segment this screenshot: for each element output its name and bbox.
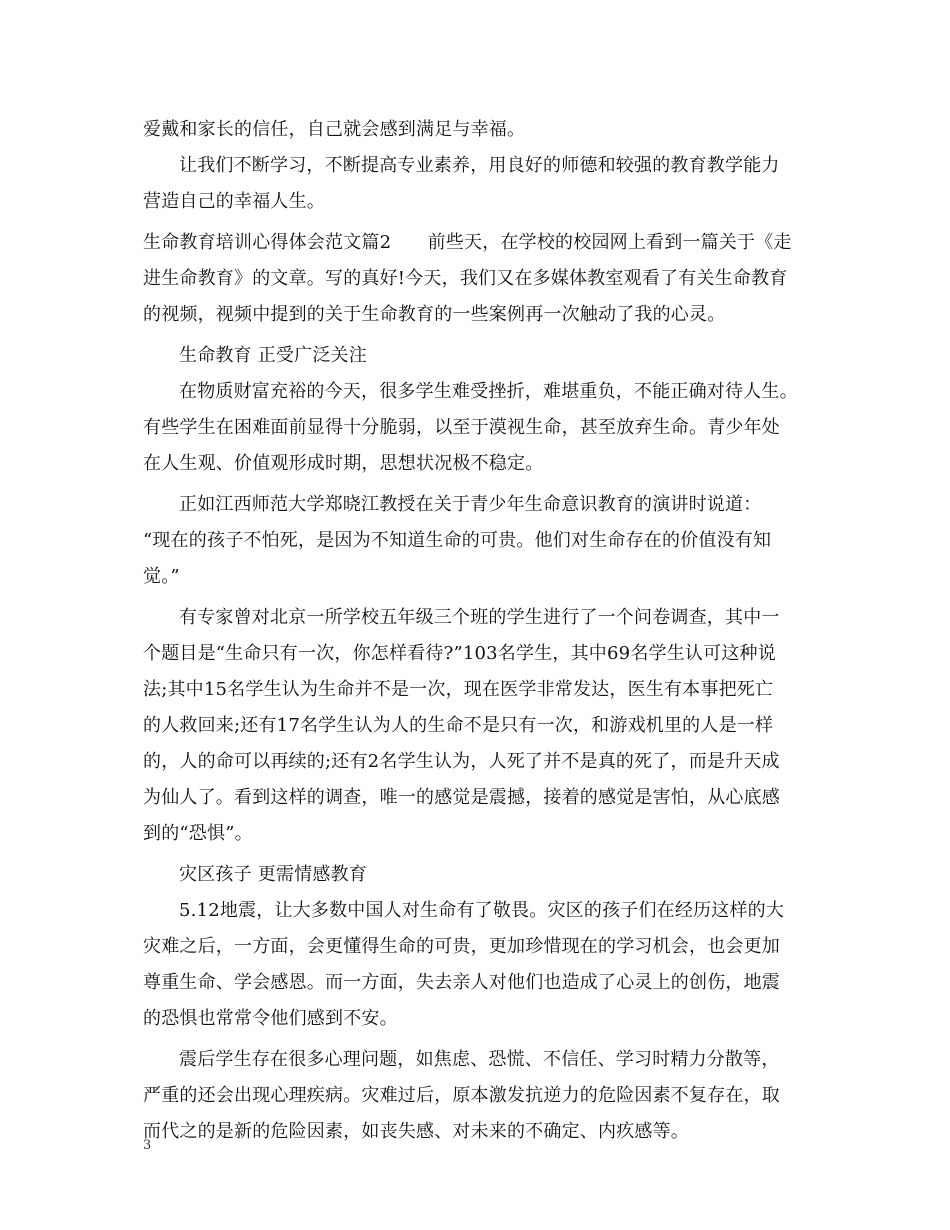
text-line: 而代之的是新的危险因素，如丧失感、对未来的不确定、内疚感等。 xyxy=(143,1121,689,1142)
text-line: 爱戴和家长的信任，自己就会感到满足与幸福。 xyxy=(143,119,526,140)
text-line: 有些学生在困难面前显得十分脆弱，以至于漠视生命，甚至放弃生命。青少年处 xyxy=(143,417,780,438)
text-line: 到的“恐惧”。 xyxy=(143,823,253,844)
text-line: 为仙人了。看到这样的调查，唯一的感觉是震撼，接着的感觉是害怕，从心底感 xyxy=(143,787,780,808)
text-line: 在人生观、价值观形成时期，思想状况极不稳定。 xyxy=(143,453,544,474)
document-body xyxy=(143,112,809,1150)
text-line: 法;其中15名学生认为生命并不是一次，现在医学非常发达，医生有本事把死亡 xyxy=(143,679,774,700)
text-line: 严重的还会出现心理疾病。灾难过后，原本激发抗逆力的危险因素不复存在，取 xyxy=(143,1085,780,1106)
text-line: 个题目是“生命只有一次，你怎样看待?”103名学生，其中69名学生认可这种说 xyxy=(143,643,776,664)
text-line: 进生命教育》的文章。写的真好!今天，我们又在多媒体教室观看了有关生命教育 xyxy=(143,268,788,289)
text-line: 让我们不断学习，不断提高专业素养，用良好的师德和较强的教育教学能力 xyxy=(179,155,780,176)
subheading: 灾区孩子 更需情感教育 xyxy=(179,864,367,885)
text-line: 营造自己的幸福人生。 xyxy=(143,191,325,212)
section-heading-line: 生命教育培训心得体会范文篇2 前些天，在学校的校园网上看到一篇关于《走 xyxy=(143,232,792,253)
text-line: 正如江西师范大学郑晓江教授在关于青少年生命意识教育的演讲时说道： xyxy=(179,494,762,515)
subheading: 生命教育 正受广泛关注 xyxy=(179,345,367,366)
text-line: 5.12地震，让大多数中国人对生命有了敬畏。灾区的孩子们在经历这样的大 xyxy=(179,900,785,921)
page-number: 3 xyxy=(143,1138,152,1153)
text-line: 的，人的命可以再续的;还有2名学生认为，人死了并不是真的死了，而是升天成 xyxy=(143,751,780,772)
text-line: 的恐惧也常常令他们感到不安。 xyxy=(143,1008,398,1029)
text-line: 的人救回来;还有17名学生认为人的生命不是只有一次，和游戏机里的人是一样 xyxy=(143,715,774,736)
text-line: 觉。” xyxy=(143,566,180,587)
text-line: 的视频，视频中提到的关于生命教育的一些案例再一次触动了我的心灵。 xyxy=(143,304,726,325)
text-line: 有专家曾对北京一所学校五年级三个班的学生进行了一个问卷调查，其中一 xyxy=(179,607,780,628)
text-line: 在物质财富充裕的今天，很多学生难受挫折，难堪重负，不能正确对待人生。 xyxy=(179,381,798,402)
text-line: 尊重生命、学会感恩。而一方面，失去亲人对他们也造成了心灵上的创伤，地震 xyxy=(143,972,780,993)
text-line: 震后学生存在很多心理问题，如焦虑、恐慌、不信任、学习时精力分散等， xyxy=(179,1049,780,1070)
text-line: “现在的孩子不怕死，是因为不知道生命的可贵。他们对生命存在的价值没有知 xyxy=(143,530,772,551)
text-line: 灾难之后，一方面，会更懂得生命的可贵，更加珍惜现在的学习机会，也会更加 xyxy=(143,936,780,957)
